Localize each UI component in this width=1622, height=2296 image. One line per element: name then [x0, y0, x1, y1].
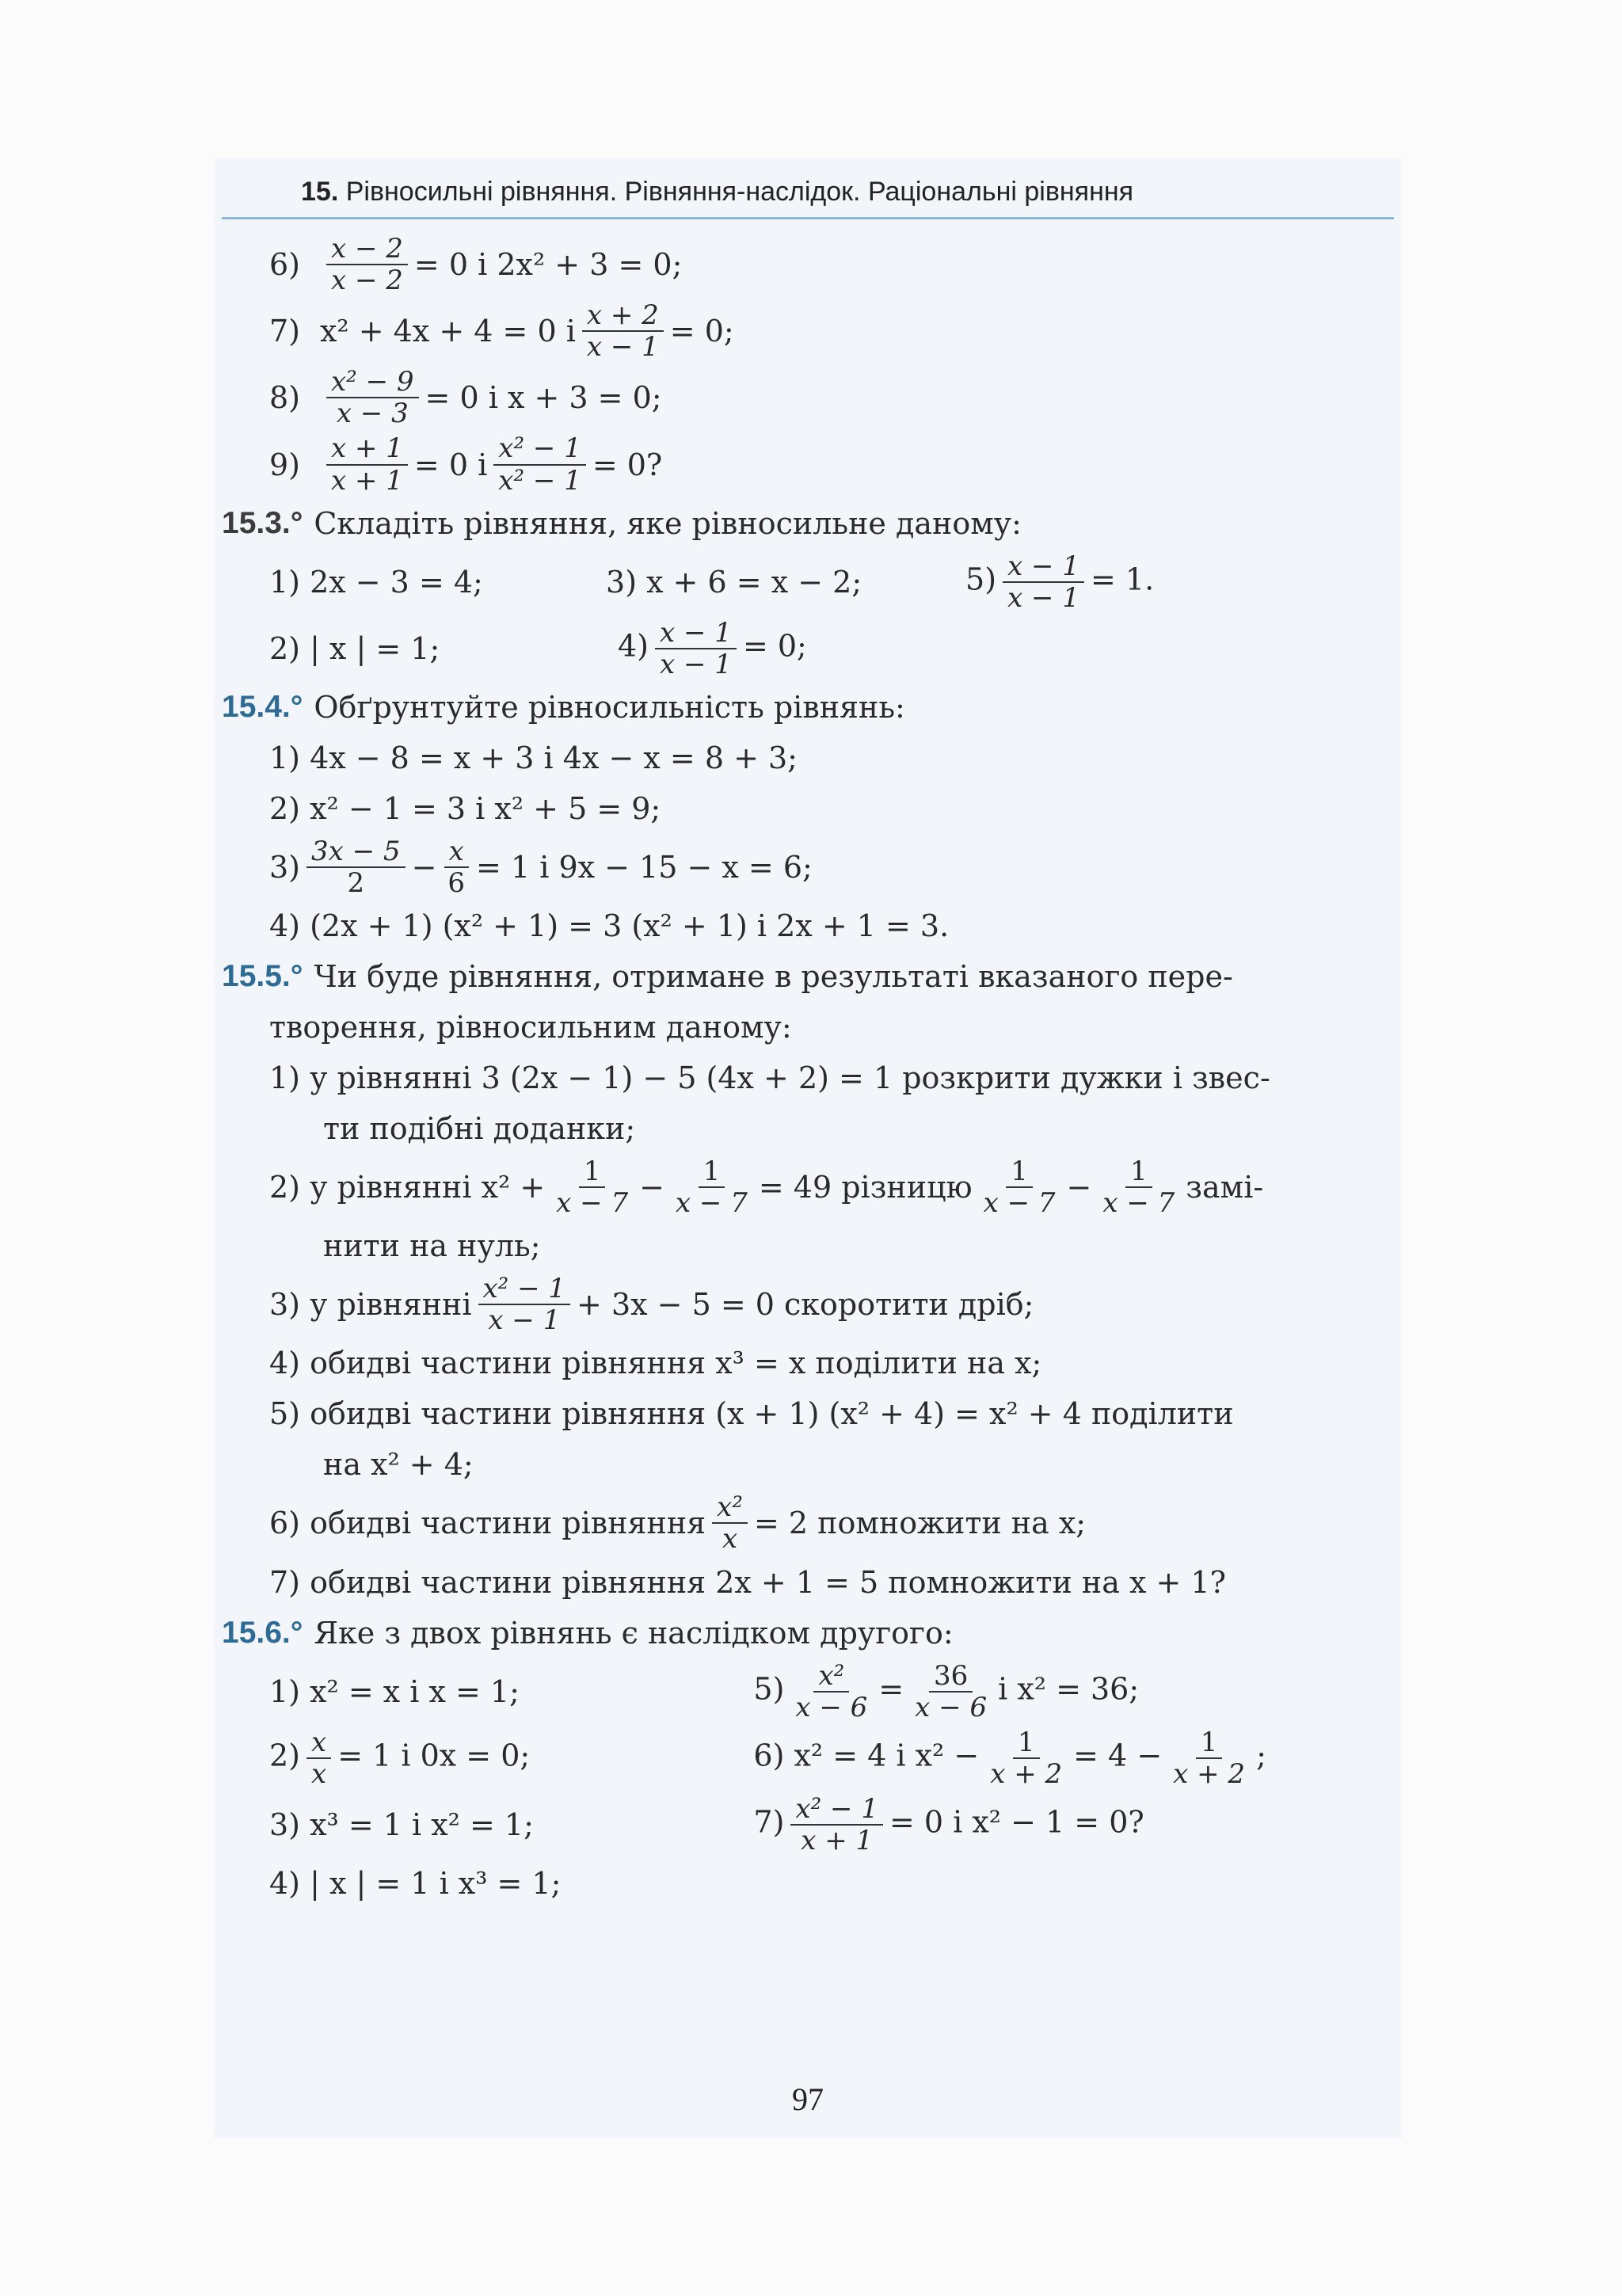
fraction: $\frac{x + 1}{x + 1}$ — [326, 433, 408, 495]
fraction: $\frac{\text{x² − 1}}{\text{x² − 1}}$ — [493, 433, 586, 495]
exercise-text: Яке з двох рівнянь є наслідком другого: — [314, 1615, 954, 1651]
page-number: 97 — [792, 2081, 824, 2117]
fraction: $\frac{1}{x + 2}$ — [990, 1726, 1063, 1790]
fraction: $\frac{x}{x}$ — [307, 1727, 331, 1789]
ex5-item7: 7) обидві частини рівняння 2x + 1 = 5 помножити на x + 1? — [269, 1564, 1226, 1600]
ex3-row1: 1) 2x − 3 = 4; 3) x + 6 = x − 2; 5) $\frac{x - 1}{x - 1}$ = 1. — [269, 550, 1155, 614]
fraction: $\frac{1}{x - 7}$ — [556, 1156, 629, 1220]
ex6-row3: 3) x³ = 1 і x² = 1; 7) $\frac{\text{x² − 1}}{x + 1}$ = 0 і x² − 1 = 0? — [269, 1792, 1144, 1856]
exercise-number: 15.3.° — [222, 505, 303, 540]
ex6-row4: 4) | x | = 1 і x³ = 1; — [269, 1866, 562, 1902]
ex5-item2: 2) у рівнянні x² + $\frac{1}{x - 7}$ − $\frac{1}{x - 7}$ = 49 різницю $\frac{1}{x - 7}$ − $\frac{1}{x - 7}$ замі- — [269, 1156, 1264, 1220]
exercise-text-cont: творення, рівносильним даному: — [269, 1010, 792, 1045]
ex5-item3: 3) у рівнянні $\frac{\text{x² − 1}}{x - 1}$ + 3x − 5 = 0 скоротити дріб; — [269, 1273, 1034, 1337]
exercise-text: Обґрунтуйте рівносильність рівнянь: — [314, 689, 905, 725]
exercise-15-4 — [222, 684, 1394, 730]
fraction: $\frac{x}{6}$ — [443, 836, 470, 898]
fraction: $\frac{36}{x - 6}$ — [915, 1659, 988, 1723]
fraction: $\frac{1}{x - 7}$ — [983, 1156, 1056, 1220]
exercise-number: 15.4.° — [222, 689, 303, 724]
ex5-item5-cont: на x² + 4; — [323, 1447, 474, 1483]
ex4-item1: 1) 4x − 8 = x + 3 і 4x − x = 8 + 3; — [269, 740, 798, 775]
exercise-15-5 — [222, 954, 1394, 1000]
exercise-number: 15.6.° — [222, 1615, 303, 1650]
fraction: $\frac{1}{x + 2}$ — [1173, 1726, 1246, 1790]
ex5-item6: 6) обидві частини рівняння $\frac{\text{x²}}{x}$ = 2 помножити на x; — [269, 1491, 1087, 1555]
header-rule — [222, 217, 1394, 219]
fraction: $\frac{\text{x² − 9}}{x - 3}$ — [326, 367, 419, 428]
ex4-item4: 4) (2x + 1) (x² + 1) = 3 (x² + 1) і 2x + 1 = 3. — [269, 908, 950, 944]
fraction: $\frac{1}{x - 7}$ — [675, 1156, 748, 1220]
ex3-row2: 2) | x | = 1; 4) $\frac{x - 1}{x - 1}$ = 0; — [269, 616, 807, 680]
ex6-row1: 1) x² = x і x = 1; 5) $\frac{\text{x²}}{x - 6}$ = $\frac{36}{x - 6}$ і x² = 36; — [269, 1659, 1140, 1723]
item-6: 6) $\frac{x - 2}{x - 2}$ = 0 і 2x² + 3 = 0; — [269, 233, 683, 297]
exercise-text: Складіть рівняння, яке рівносильне даному: — [314, 505, 1022, 541]
item-8: 8) $\frac{\text{x² − 9}}{x - 3}$ = 0 і x + 3 = 0; — [269, 366, 662, 430]
running-header — [222, 166, 1394, 217]
fraction: $\frac{x - 1}{x - 1}$ — [1003, 551, 1084, 613]
ex5-item1: 1) у рівнянні 3 (2x − 1) − 5 (4x + 2) = 1 розкрити дужки і звес- — [269, 1060, 1270, 1096]
ex5-item1-cont: ти подібні доданки; — [323, 1111, 636, 1147]
ex5-item5: 5) обидві частини рівняння (x + 1) (x² + 4) = x² + 4 поділити — [269, 1396, 1234, 1432]
exercise-15-6 — [222, 1610, 1394, 1656]
fraction: $\frac{\text{x² − 1}}{x + 1}$ — [790, 1794, 883, 1856]
ex4-item3: 3) $\frac{3x - 5}{2}$ − $\frac{x}{6}$ = 1 і 9x − 15 − x = 6; — [269, 835, 813, 900]
item-9: 9) $\frac{x + 1}{x + 1}$ = 0 і $\frac{\text{x² − 1}}{\text{x² − 1}}$ = 0? — [269, 432, 663, 497]
ex5-item2-cont: нити на нуль; — [323, 1228, 541, 1264]
fraction: $\frac{3x - 5}{2}$ — [307, 836, 406, 898]
exercise-number: 15.5.° — [222, 959, 303, 994]
fraction: $\frac{x - 1}{x - 1}$ — [655, 618, 737, 680]
item-7: 7) x² + 4x + 4 = 0 і $\frac{x + 2}{x - 1}$ = 0; — [269, 299, 734, 364]
fraction: $\frac{x - 2}{x - 2}$ — [326, 234, 408, 295]
page-content — [222, 166, 1394, 2117]
fraction: $\frac{x + 2}{x - 1}$ — [582, 300, 664, 362]
exercise-15-3 — [222, 501, 1394, 546]
section-number: 15. — [301, 177, 339, 207]
fraction: $\frac{\text{x²}}{x}$ — [712, 1492, 748, 1554]
ex4-item2: 2) x² − 1 = 3 і x² + 5 = 9; — [269, 790, 661, 826]
section-title: Рівносильні рівняння. Рівняння-наслідок. Раціональні рівняння — [345, 177, 1134, 207]
ex6-row2: 2) $\frac{x}{x}$ = 1 і 0x = 0; 6) x² = 4 і x² − $\frac{1}{x + 2}$ = 4 − $\frac{1}{x + 2}$ ; — [269, 1726, 1266, 1790]
fraction: $\frac{\text{x² − 1}}{x - 1}$ — [478, 1274, 571, 1335]
exercise-text: Чи буде рівняння, отримане в результаті вказаного пере- — [314, 959, 1233, 995]
ex5-item4: 4) обидві частини рівняння x³ = x поділити на x; — [269, 1346, 1042, 1381]
fraction: $\frac{\text{x²}}{x - 6}$ — [795, 1659, 868, 1723]
fraction: $\frac{1}{x - 7}$ — [1102, 1156, 1175, 1220]
